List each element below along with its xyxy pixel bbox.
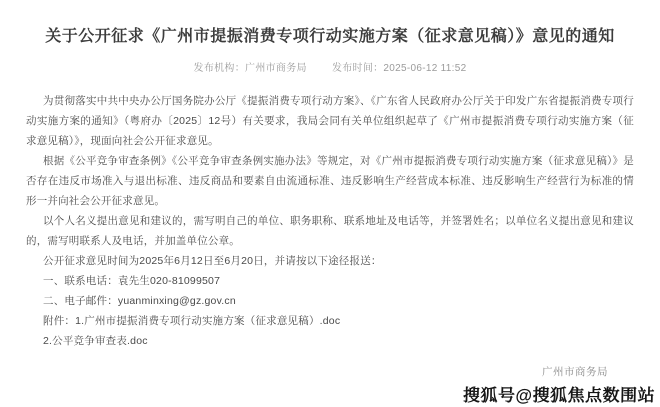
publish-agency: 发布机构：广州市商务局 xyxy=(193,63,307,74)
issuing-agency-signature: 广州市商务局 xyxy=(542,366,608,378)
page-title: 关于公开征求《广州市提振消费专项行动实施方案（征求意见稿）》意见的通知 xyxy=(45,28,615,45)
paragraph-background: 为贯彻落实中共中央办公厅国务院办公厅《提振消费专项行动方案》、《广东省人民政府办公厅关于印发广东省提振消费专项行动实施方案的通知》（粤府办〔2025〕12号）有关要求，我局会同有关单位组织起草了《广州市提振消费专项行动实施方案（征求意见稿）》，现面向社会公开征求意见。 xyxy=(26,95,634,147)
publish-time: 发布时间：2025-06-12 11:52 xyxy=(331,63,467,74)
sohu-watermark: 搜狐号@搜狐焦点数围站 xyxy=(462,386,656,405)
publish-meta xyxy=(26,59,634,74)
paragraph-deadline: 公开征求意见时间为2025年6月12日至6月20日，并请按以下途径报送： xyxy=(43,255,382,267)
notice-body xyxy=(26,91,634,351)
contact-phone-line: 一、联系电话：袁先生020-81099507 xyxy=(43,275,221,287)
attachment-line-1: 附件：1.广州市提振消费专项行动实施方案（征求意见稿）.doc xyxy=(43,315,341,327)
attachment-line-2: 2.公平竞争审查表.doc xyxy=(43,335,148,347)
paragraph-fair-competition: 根据《公平竞争审查条例》《公平竞争审查条例实施办法》等规定，对《广州市提振消费专项行动实施方案（征求意见稿）》是否存在违反市场准入与退出标准、违反商品和要素自由流通标准、违反影响生产经营成本标准、违反影响生产经营行为标准的情形一并向社会公开征求意见。 xyxy=(26,155,634,207)
paragraph-submission-requirements: 以个人名义提出意见和建议的，需写明自己的单位、职务职称、联系地址及电话等，并签署姓名；以单位名义提出意见和建议的，需写明联系人及电话，并加盖单位公章。 xyxy=(26,215,634,247)
contact-email-line: 二、电子邮件：yuanminxing@gz.gov.cn xyxy=(43,295,236,307)
